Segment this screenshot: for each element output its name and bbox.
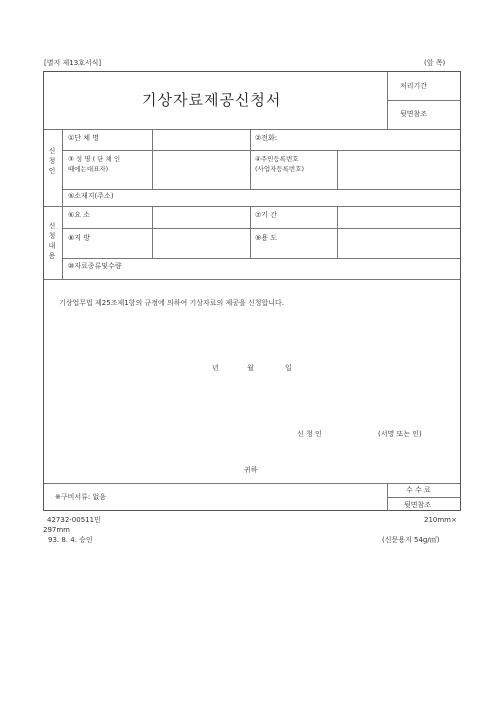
id-number-label-line2: (사업자등록번호): [255, 165, 305, 173]
id-number-label-line1: ④주민등록번호: [255, 155, 299, 163]
approval-date: 93. 8. 4. 승인: [48, 536, 93, 544]
data-type-label: ⑩자료종류및수량: [68, 262, 122, 270]
purpose-label: ⑨용 도: [255, 234, 278, 242]
footer-top-line: [44, 483, 460, 484]
footer-sub-divider: [387, 497, 461, 498]
org-name-label: ①단 체 명: [68, 134, 100, 142]
representative-label-line1: ③ 성 명 ( 단 체 인: [68, 155, 121, 163]
year-label: 년: [212, 364, 219, 372]
period-label: ⑦기 간: [255, 211, 278, 219]
request-section-label: 신청내용: [48, 222, 56, 261]
region-label: ⑧지 방: [68, 234, 91, 242]
form-number: [별지 제13호서식]: [44, 59, 102, 67]
address-label: ⑤소재지(주소): [68, 192, 114, 200]
request-row1-line: [62, 228, 460, 229]
paper-spec: (신문용지 54g/㎡): [382, 536, 440, 544]
request-row2-line: [62, 258, 460, 259]
request-right-divider: [337, 206, 338, 258]
element-label: ⑥요 소: [68, 211, 91, 219]
request-label-divider: [152, 206, 153, 258]
applicant-id-divider: [337, 150, 338, 189]
fee-label: 수 수 료: [406, 486, 431, 494]
day-label: 일: [285, 364, 292, 372]
applicant-side-divider: [62, 129, 63, 206]
processing-period-label: 처리기간: [400, 82, 428, 90]
applicant-row2-line: [62, 189, 460, 190]
request-mid-divider: [250, 206, 251, 258]
paper-size-line2: 297mm: [43, 526, 70, 534]
statement-text: 기상업무법 제25조제1항의 규정에 의하여 기상자료의 제공을 신청합니다.: [59, 299, 285, 307]
form-code: 42732-00511민: [47, 516, 101, 524]
required-documents-label: ※구비서류: 없음: [55, 493, 107, 501]
request-side-divider: [62, 206, 63, 279]
representative-label-line2: 때에는대표자): [68, 165, 109, 173]
applicant-bottom-line: [44, 206, 460, 207]
applicant-section-label: 신청인: [48, 147, 56, 176]
paper-size-line1: 210mm×: [424, 516, 457, 524]
phone-label: ②전화:: [255, 134, 278, 142]
request-bottom-line: [44, 279, 460, 280]
title-bottom-line: [44, 129, 460, 130]
title-sub-divider: [387, 100, 461, 101]
applicant-row1-line: [62, 150, 460, 151]
month-label: 월: [247, 364, 254, 372]
processing-period-note: 뒷면참조: [400, 110, 428, 118]
applicant-sign-label: 신 청 인: [297, 430, 322, 438]
applicant-label-divider: [152, 129, 153, 189]
addressee-label: 귀하: [244, 466, 258, 474]
applicant-mid-divider: [250, 129, 251, 189]
page-side-label: (앞 쪽): [424, 59, 446, 67]
fee-note: 뒷면참조: [404, 501, 432, 509]
application-form: [43, 71, 461, 511]
signature-note: (서명 또는 인): [378, 430, 422, 438]
form-title: 기상자료제공신청서: [142, 91, 282, 109]
